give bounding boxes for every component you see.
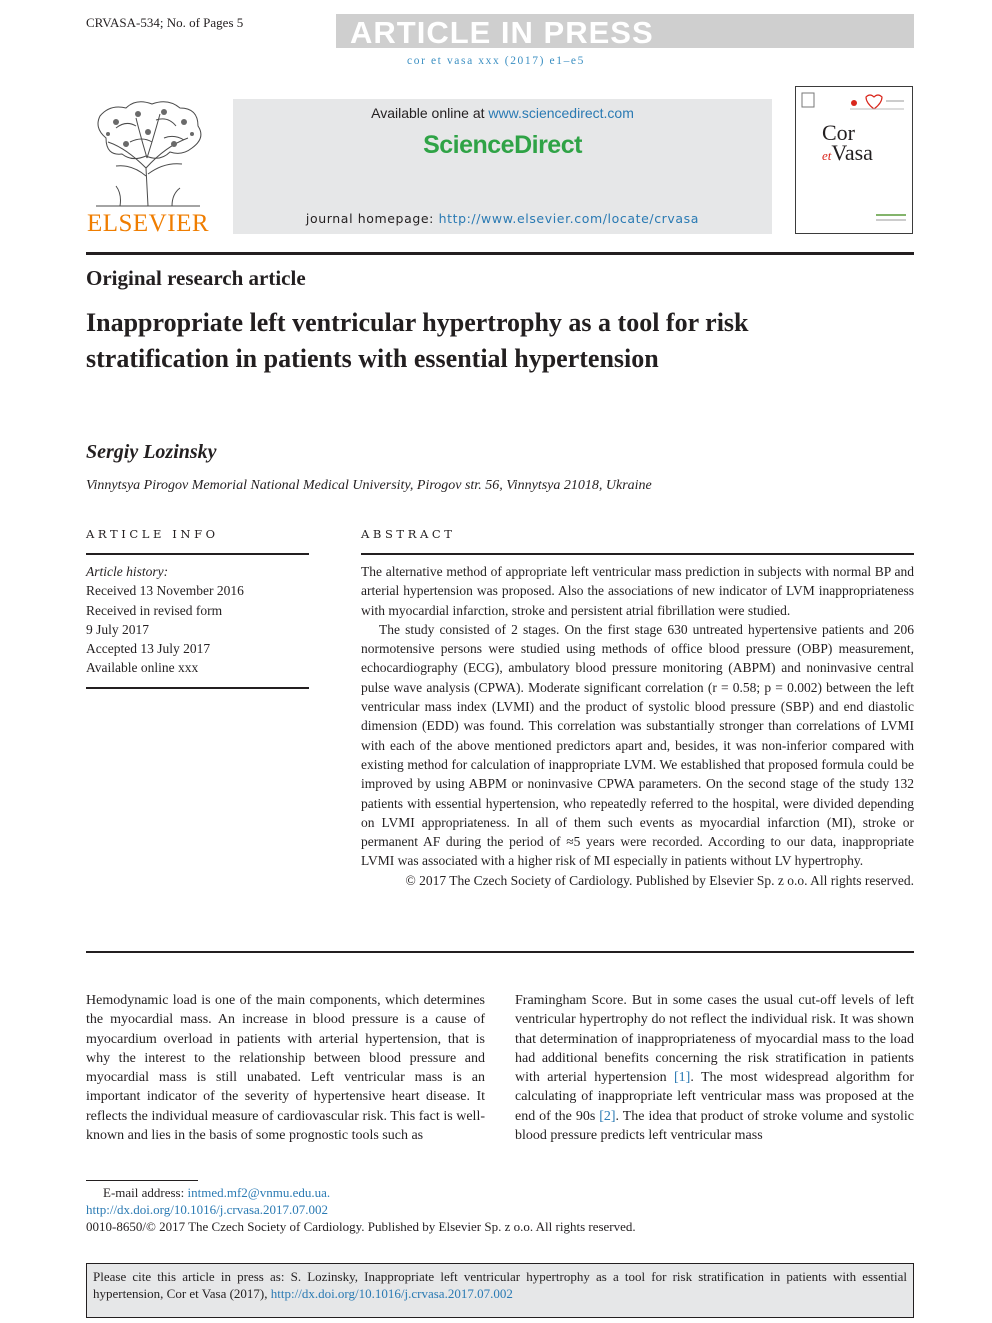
citation-doi-link[interactable]: http://dx.doi.org/10.1016/j.crvasa.2017.07.002 [270, 1285, 513, 1301]
abstract-copyright: © 2017 The Czech Society of Cardiology. Published by Elsevier Sp. z o.o. All rights reserved. [405, 872, 914, 888]
received-date: Received 13 November 2016 [86, 583, 244, 599]
body-column-right [515, 991, 914, 1145]
revised-date: 9 July 2017 [86, 621, 150, 637]
footnotes [86, 1184, 636, 1235]
article-info-rule-bottom [86, 687, 309, 689]
homepage-link[interactable]: http://www.elsevier.com/locate/crvasa [438, 211, 700, 226]
email-link[interactable]: intmed.mf2@vnmu.edu.ua. [187, 1185, 331, 1200]
abstract-paragraph-2: The study consisted of 2 stages. On the first stage 630 untreated hypertensive patients and 206 normotensive persons were studied using methods of office blood pressure (OBP) measurement, echocardiography (ECG), ambulatory blood pressure monitoring (ABPM) and noninvasive central pulse wave analysis (CPWA). Moderate significant correlation (r = 0.58; p = 0.002) between the left ventricular mass index (LVMI) and the product of systolic blood pressure (SBP) and end diastolic dimension (EDD) was found. This correlation was substantially stronger than correlations of LVMI with each of the above mentioned predictors apart and, besides, it was non-inferior compared with existing method for calculation of inappropriate LVM. We established that proposed formula could be improved by using ABPM or noninvasive CPWA parameters. On the second stage of the study 132 patients with essential hypertension, who repeatedly referred to the hospital, were divided depending on LVMI appropriateness. In all of them such events as myocardial infarction (MI), stroke or permanent AF during the period of ≈5 years were recorded. According to our data, inappropriate LVMI was associated with a higher risk of MI especially in patients without LV hypertrophy. [361, 621, 914, 869]
sciencedirect-brand: ScienceDirect [423, 131, 582, 159]
citation-text: Please cite this article in press as: S. Lozinsky, Inappropriate left ventricular hypertrophy as a tool for risk stratification in patients with essential hypertension, Cor et Vasa (2017), [93, 1269, 907, 1301]
reference-1-link[interactable]: [1] [674, 1070, 691, 1086]
tree-icon [86, 98, 210, 210]
sciencedirect-link[interactable]: www.sciencedirect.com [488, 105, 634, 121]
email-label: E-mail address: [103, 1185, 188, 1200]
journal-cover [795, 86, 913, 234]
cover-emblem-icon [796, 87, 912, 117]
author-name: Sergiy Lozinsky [86, 441, 217, 463]
cover-footer-icon [796, 211, 912, 231]
elsevier-wordmark: ELSEVIER [86, 210, 210, 237]
available-prefix: Available online at [371, 105, 489, 121]
doi-line [86, 1201, 636, 1218]
email-line [86, 1184, 636, 1201]
article-id: CRVASA-534; No. of Pages 5 [86, 15, 244, 30]
cover-title-vasa: Vasa [831, 140, 873, 165]
article-info-heading: ARTICLE INFO [86, 527, 219, 541]
issn-line: 0010-8650/© 2017 The Czech Society of Cardiology. Published by Elsevier Sp. z o.o. All rights reserved. [86, 1219, 636, 1234]
abstract-rule-bottom [86, 951, 914, 953]
abstract-heading: ABSTRACT [361, 527, 456, 541]
abstract-paragraph-1: The alternative method of appropriate left ventricular mass prediction in subjects with normal BP and arterial hypertension was proposed. Also the associations of new indicator of LVM inappropriateness with myocardial infarction, stroke and persistent atrial fibrillation were studied. [361, 564, 914, 618]
doi-link[interactable]: http://dx.doi.org/10.1016/j.crvasa.2017.07.002 [86, 1202, 329, 1217]
accepted-date: Accepted 13 July 2017 [86, 641, 211, 657]
revised-label: Received in revised form [86, 602, 223, 618]
body-right-text-2: . The most widespread algorithm for calculating of inappropriate left ventricular mass was proposed at the end of the 90s [515, 1070, 914, 1124]
article-in-press-banner [336, 14, 914, 48]
banner-text: ARTICLE IN PRESS [350, 15, 654, 50]
body-column-left: Hemodynamic load is one of the main components, which determines the myocardial mass. An increase in blood pressure is a cause of myocardium overload in patients with arterial hypertension, that is why the interest to the relationship between blood pressure and myocardial mass is still unabated. Left ventricular mass is an important indicator of the severity of hypertensive heart disease. It reflects the individual measure of cardiovascular risk. This fact is well-known and lies in the basis of some prognostic tools such as [86, 993, 485, 1144]
abstract-rule-top [361, 553, 914, 555]
online-date: Available online xxx [86, 660, 199, 676]
citation-box [86, 1263, 914, 1318]
article-history [86, 562, 244, 678]
homepage-prefix: journal homepage: [305, 211, 439, 226]
body-right-text-1: Framingham Score. But in some cases the usual cut-off levels of left ventricular hypertrophy do not reflect the individual risk. It was shown that determination of inappropriateness of myocardial mass to the load had additional benefits concerning the risk stratification in patients with arterial hypertension [515, 993, 914, 1086]
cover-title-cor: Cor [822, 120, 855, 145]
journal-running-head: cor et vasa xxx (2017) e1–e5 [407, 55, 585, 67]
header-rule [86, 252, 914, 255]
reference-2-link[interactable]: [2] [599, 1108, 616, 1124]
history-label: Article history: [86, 564, 169, 579]
affiliation: Vinnytsya Pirogov Memorial National Medical University, Pirogov str. 56, Vinnytsya 21018, Ukraine [86, 478, 652, 493]
article-title: Inappropriate left ventricular hypertrophy as a tool for risk stratification in patients with essential hypertension [86, 308, 749, 373]
footnote-rule [86, 1180, 198, 1181]
available-online [233, 105, 772, 121]
cover-title-et: et [822, 148, 832, 163]
sciencedirect-box [233, 99, 772, 234]
elsevier-logo [86, 98, 210, 238]
body-right-text-3: . The idea that product of stroke volume and systolic blood pressure predicts left ventricular mass [515, 1108, 915, 1144]
article-info-rule-top [86, 553, 309, 555]
article-type: Original research article [86, 266, 306, 290]
cover-title [822, 120, 873, 166]
journal-homepage [233, 211, 772, 226]
abstract-text [361, 562, 914, 890]
